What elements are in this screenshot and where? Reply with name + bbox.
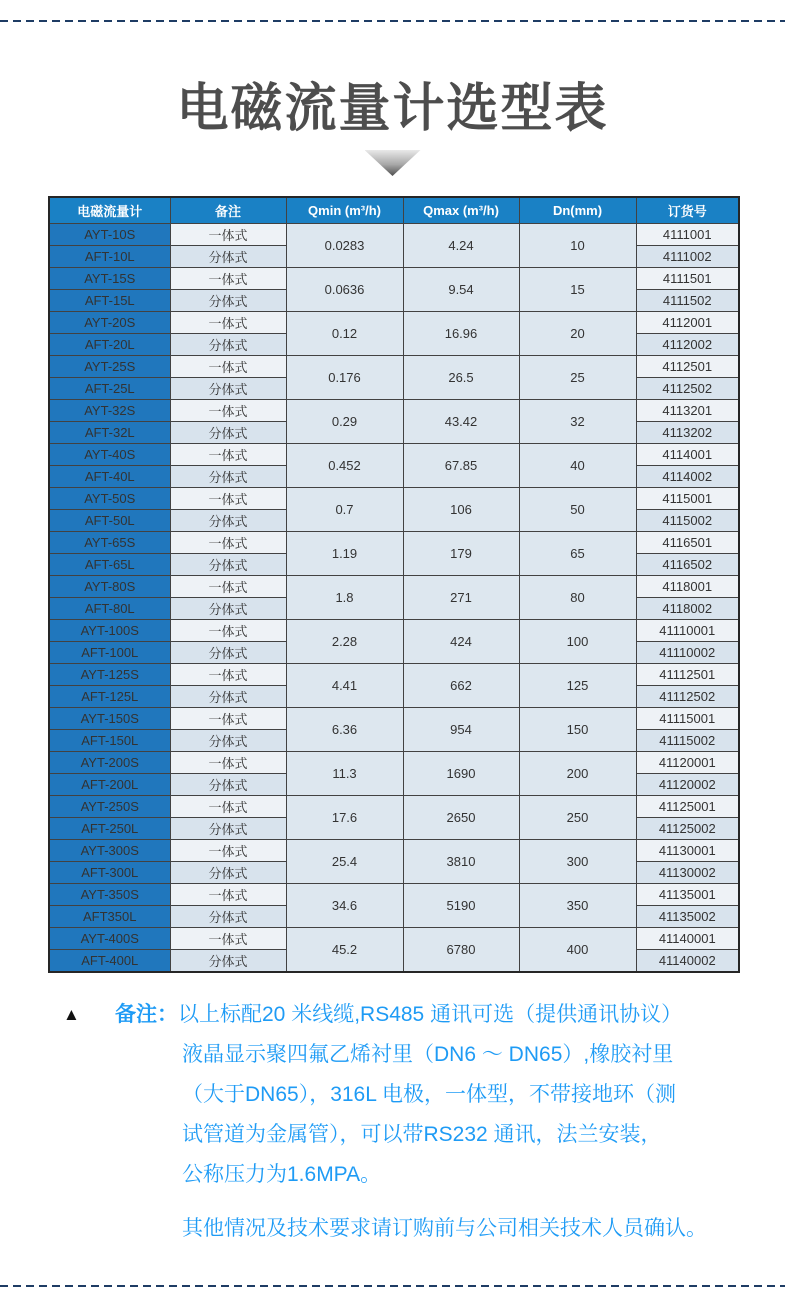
order-cell: 4115002	[636, 510, 739, 532]
table-row	[49, 752, 739, 774]
qmax-cell: 43.42	[403, 400, 519, 444]
model-cell: AFT-200L	[49, 774, 170, 796]
qmin-cell: 0.0636	[286, 268, 403, 312]
model-cell: AYT-10S	[49, 224, 170, 246]
qmax-cell: 106	[403, 488, 519, 532]
table-row	[49, 840, 739, 862]
qmin-cell: 25.4	[286, 840, 403, 884]
table-row	[49, 664, 739, 686]
model-cell: AFT-250L	[49, 818, 170, 840]
order-cell: 4113202	[636, 422, 739, 444]
qmax-cell: 271	[403, 576, 519, 620]
qmin-cell: 45.2	[286, 928, 403, 973]
type-cell: 一体式	[170, 268, 286, 290]
table-row	[49, 400, 739, 422]
page-title: 电磁流量计选型表	[176, 80, 609, 138]
qmax-cell: 1690	[403, 752, 519, 796]
dn-cell: 15	[519, 268, 636, 312]
table-row	[49, 884, 739, 906]
table-row	[49, 620, 739, 642]
notes-section	[63, 995, 733, 1249]
column-header-dn: Dn(mm)	[519, 197, 636, 224]
type-cell: 一体式	[170, 796, 286, 818]
chevron-down-icon	[365, 150, 421, 176]
qmax-cell: 26.5	[403, 356, 519, 400]
type-cell: 分体式	[170, 246, 286, 268]
dn-cell: 20	[519, 312, 636, 356]
note-line: 以上标配20 米线缆,RS485 通讯可选（提供通讯协议）	[178, 1003, 683, 1026]
model-cell: AFT-15L	[49, 290, 170, 312]
column-header-model: 电磁流量计	[49, 197, 170, 224]
qmax-cell: 67.85	[403, 444, 519, 488]
qmin-cell: 34.6	[286, 884, 403, 928]
model-cell: AYT-65S	[49, 532, 170, 554]
model-cell: AFT-150L	[49, 730, 170, 752]
order-cell: 4112502	[636, 378, 739, 400]
qmin-cell: 4.41	[286, 664, 403, 708]
qmax-cell: 662	[403, 664, 519, 708]
type-cell: 一体式	[170, 532, 286, 554]
order-cell: 4112001	[636, 312, 739, 334]
order-cell: 4114002	[636, 466, 739, 488]
model-cell: AFT-32L	[49, 422, 170, 444]
dn-cell: 125	[519, 664, 636, 708]
flowmeter-selection-table	[48, 196, 740, 973]
order-cell: 41115001	[636, 708, 739, 730]
model-cell: AYT-150S	[49, 708, 170, 730]
triangle-marker-icon: ▲	[63, 1005, 80, 1024]
qmin-cell: 1.8	[286, 576, 403, 620]
model-cell: AYT-25S	[49, 356, 170, 378]
type-cell: 一体式	[170, 620, 286, 642]
type-cell: 分体式	[170, 334, 286, 356]
order-cell: 41115002	[636, 730, 739, 752]
model-cell: AFT-20L	[49, 334, 170, 356]
dn-cell: 65	[519, 532, 636, 576]
type-cell: 分体式	[170, 862, 286, 884]
order-cell: 41112501	[636, 664, 739, 686]
type-cell: 一体式	[170, 312, 286, 334]
order-cell: 4118001	[636, 576, 739, 598]
model-cell: AYT-32S	[49, 400, 170, 422]
order-cell: 41125001	[636, 796, 739, 818]
order-cell: 4114001	[636, 444, 739, 466]
dn-cell: 32	[519, 400, 636, 444]
dn-cell: 100	[519, 620, 636, 664]
table-row	[49, 576, 739, 598]
model-cell: AYT-20S	[49, 312, 170, 334]
order-cell: 4111002	[636, 246, 739, 268]
type-cell: 分体式	[170, 510, 286, 532]
model-cell: AFT-400L	[49, 950, 170, 973]
order-cell: 41135001	[636, 884, 739, 906]
note-line: 试管道为金属管），可以带RS232 通讯，法兰安装，	[182, 1123, 662, 1146]
qmax-cell: 4.24	[403, 224, 519, 268]
table-row	[49, 928, 739, 950]
order-cell: 4112501	[636, 356, 739, 378]
model-cell: AFT-50L	[49, 510, 170, 532]
order-cell: 4118002	[636, 598, 739, 620]
type-cell: 一体式	[170, 708, 286, 730]
type-cell: 一体式	[170, 928, 286, 950]
model-cell: AYT-50S	[49, 488, 170, 510]
notes-label: 备注：	[115, 1003, 178, 1026]
qmin-cell: 0.0283	[286, 224, 403, 268]
model-cell: AYT-250S	[49, 796, 170, 818]
order-cell: 41135002	[636, 906, 739, 928]
order-cell: 41130002	[636, 862, 739, 884]
qmax-cell: 179	[403, 532, 519, 576]
order-cell: 4116502	[636, 554, 739, 576]
table-row	[49, 268, 739, 290]
top-dashed-divider	[0, 20, 785, 22]
type-cell: 一体式	[170, 884, 286, 906]
type-cell: 分体式	[170, 950, 286, 973]
order-cell: 4113201	[636, 400, 739, 422]
order-cell: 41120001	[636, 752, 739, 774]
type-cell: 分体式	[170, 642, 286, 664]
table-row	[49, 488, 739, 510]
model-cell: AYT-200S	[49, 752, 170, 774]
table-header-row	[49, 197, 739, 224]
model-cell: AYT-80S	[49, 576, 170, 598]
table-row	[49, 444, 739, 466]
type-cell: 一体式	[170, 224, 286, 246]
qmin-cell: 0.29	[286, 400, 403, 444]
type-cell: 分体式	[170, 466, 286, 488]
type-cell: 分体式	[170, 378, 286, 400]
table-row	[49, 356, 739, 378]
dn-cell: 350	[519, 884, 636, 928]
type-cell: 分体式	[170, 730, 286, 752]
qmin-cell: 0.452	[286, 444, 403, 488]
note-line: 公称压力为1.6MPA。	[182, 1163, 382, 1186]
type-cell: 一体式	[170, 576, 286, 598]
order-cell: 41110001	[636, 620, 739, 642]
order-cell: 4116501	[636, 532, 739, 554]
qmin-cell: 1.19	[286, 532, 403, 576]
qmin-cell: 2.28	[286, 620, 403, 664]
type-cell: 分体式	[170, 422, 286, 444]
dn-cell: 50	[519, 488, 636, 532]
type-cell: 一体式	[170, 400, 286, 422]
qmax-cell: 5190	[403, 884, 519, 928]
order-cell: 4112002	[636, 334, 739, 356]
type-cell: 分体式	[170, 686, 286, 708]
qmin-cell: 17.6	[286, 796, 403, 840]
table-row	[49, 312, 739, 334]
qmax-cell: 2650	[403, 796, 519, 840]
model-cell: AYT-15S	[49, 268, 170, 290]
type-cell: 分体式	[170, 554, 286, 576]
table-row	[49, 708, 739, 730]
model-cell: AFT-100L	[49, 642, 170, 664]
type-cell: 一体式	[170, 840, 286, 862]
type-cell: 分体式	[170, 906, 286, 928]
qmax-cell: 16.96	[403, 312, 519, 356]
table-row	[49, 796, 739, 818]
qmin-cell: 0.176	[286, 356, 403, 400]
model-cell: AFT-125L	[49, 686, 170, 708]
dn-cell: 150	[519, 708, 636, 752]
type-cell: 一体式	[170, 444, 286, 466]
order-cell: 41125002	[636, 818, 739, 840]
notes-first-row	[63, 995, 733, 1035]
dn-cell: 400	[519, 928, 636, 973]
order-cell: 4111501	[636, 268, 739, 290]
order-cell: 4111502	[636, 290, 739, 312]
qmax-cell: 424	[403, 620, 519, 664]
order-cell: 41110002	[636, 642, 739, 664]
dn-cell: 25	[519, 356, 636, 400]
type-cell: 一体式	[170, 664, 286, 686]
type-cell: 分体式	[170, 774, 286, 796]
column-header-qmax: Qmax (m³/h)	[403, 197, 519, 224]
type-cell: 分体式	[170, 818, 286, 840]
qmax-cell: 9.54	[403, 268, 519, 312]
qmin-cell: 0.12	[286, 312, 403, 356]
model-cell: AFT-25L	[49, 378, 170, 400]
type-cell: 一体式	[170, 356, 286, 378]
qmax-cell: 6780	[403, 928, 519, 973]
qmax-cell: 3810	[403, 840, 519, 884]
qmin-cell: 6.36	[286, 708, 403, 752]
model-cell: AFT-10L	[49, 246, 170, 268]
order-cell: 41140001	[636, 928, 739, 950]
model-cell: AFT-65L	[49, 554, 170, 576]
qmin-cell: 11.3	[286, 752, 403, 796]
type-cell: 分体式	[170, 290, 286, 312]
column-header-remark: 备注	[170, 197, 286, 224]
column-header-qmin: Qmin (m³/h)	[286, 197, 403, 224]
model-cell: AYT-300S	[49, 840, 170, 862]
model-cell: AYT-400S	[49, 928, 170, 950]
model-cell: AYT-125S	[49, 664, 170, 686]
model-cell: AYT-100S	[49, 620, 170, 642]
dn-cell: 200	[519, 752, 636, 796]
dn-cell: 80	[519, 576, 636, 620]
order-cell: 41112502	[636, 686, 739, 708]
order-cell: 41120002	[636, 774, 739, 796]
table-row	[49, 532, 739, 554]
order-cell: 4111001	[636, 224, 739, 246]
model-cell: AFT-80L	[49, 598, 170, 620]
dn-cell: 300	[519, 840, 636, 884]
order-cell: 41140002	[636, 950, 739, 973]
qmax-cell: 954	[403, 708, 519, 752]
dn-cell: 250	[519, 796, 636, 840]
model-cell: AYT-40S	[49, 444, 170, 466]
dn-cell: 40	[519, 444, 636, 488]
type-cell: 一体式	[170, 488, 286, 510]
table-row	[49, 224, 739, 246]
notes-footer: 其他情况及技术要求请订购前与公司相关技术人员确认。	[182, 1217, 707, 1240]
note-line: （大于DN65），316L 电极，一体型，不带接地环（测	[182, 1083, 676, 1106]
column-header-order: 订货号	[636, 197, 739, 224]
order-cell: 4115001	[636, 488, 739, 510]
model-cell: AFT-300L	[49, 862, 170, 884]
model-cell: AYT-350S	[49, 884, 170, 906]
model-cell: AFT-40L	[49, 466, 170, 488]
bottom-dashed-divider	[0, 1285, 785, 1287]
dn-cell: 10	[519, 224, 636, 268]
order-cell: 41130001	[636, 840, 739, 862]
model-cell: AFT350L	[49, 906, 170, 928]
type-cell: 一体式	[170, 752, 286, 774]
note-line: 液晶显示聚四氟乙烯衬里（DN6 ～ DN65）,橡胶衬里	[182, 1043, 674, 1066]
type-cell: 分体式	[170, 598, 286, 620]
qmin-cell: 0.7	[286, 488, 403, 532]
